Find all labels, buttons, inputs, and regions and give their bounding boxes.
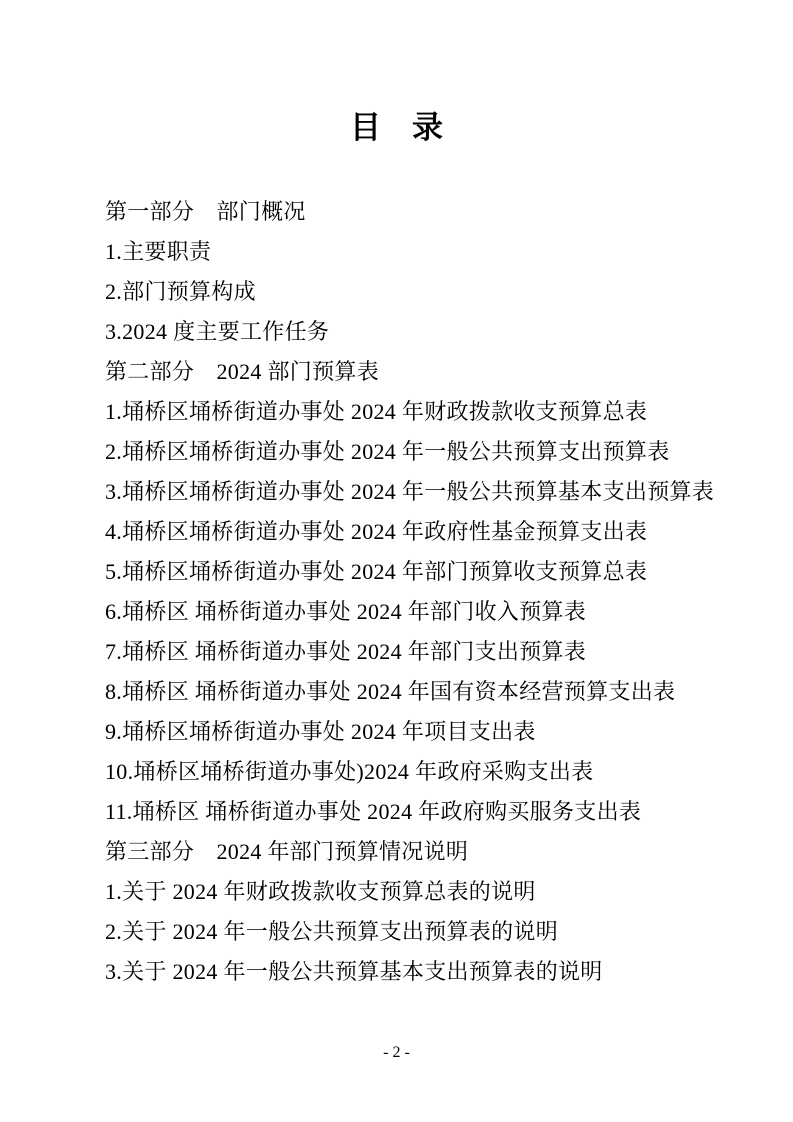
toc-entry: 8.埇桥区 埇桥街道办事处 2024 年国有资本经营预算支出表	[105, 679, 676, 704]
toc-entry: 1.关于 2024 年财政拨款收支预算总表的说明	[105, 879, 536, 904]
toc-section-heading: 第二部分 2024 部门预算表	[105, 359, 380, 384]
toc-entry: 3.关于 2024 年一般公共预算基本支出预算表的说明	[105, 959, 603, 984]
toc-entry: 9.埇桥区埇桥街道办事处 2024 年项目支出表	[105, 719, 536, 744]
toc-entry: 6.埇桥区 埇桥街道办事处 2024 年部门收入预算表	[105, 599, 587, 624]
page-number: - 2 -	[383, 1044, 410, 1061]
page-title: 目 录	[350, 110, 443, 145]
toc-entry: 5.埇桥区埇桥街道办事处 2024 年部门预算收支预算总表	[105, 559, 648, 584]
toc-entry: 2.部门预算构成	[105, 279, 256, 304]
toc-list	[105, 192, 738, 992]
toc-entry: 4.埇桥区埇桥街道办事处 2024 年政府性基金预算支出表	[105, 519, 648, 544]
toc-entry: 2.关于 2024 年一般公共预算支出预算表的说明	[105, 919, 559, 944]
toc-entry: 1.主要职责	[105, 239, 212, 264]
toc-section-heading: 第一部分 部门概况	[105, 199, 306, 224]
toc-entry: 1.埇桥区埇桥街道办事处 2024 年财政拨款收支预算总表	[105, 399, 648, 424]
toc-entry: 3.埇桥区埇桥街道办事处 2024 年一般公共预算基本支出预算表	[105, 479, 715, 504]
toc-entry: 10.埇桥区埇桥街道办事处)2024 年政府采购支出表	[105, 759, 594, 784]
toc-entry: 3.2024 度主要工作任务	[105, 319, 330, 344]
toc-entry: 2.埇桥区埇桥街道办事处 2024 年一般公共预算支出预算表	[105, 439, 670, 464]
toc-entry: 11.埇桥区 埇桥街道办事处 2024 年政府购买服务支出表	[105, 799, 642, 824]
toc-section-heading: 第三部分 2024 年部门预算情况说明	[105, 839, 469, 864]
toc-entry: 7.埇桥区 埇桥街道办事处 2024 年部门支出预算表	[105, 639, 587, 664]
